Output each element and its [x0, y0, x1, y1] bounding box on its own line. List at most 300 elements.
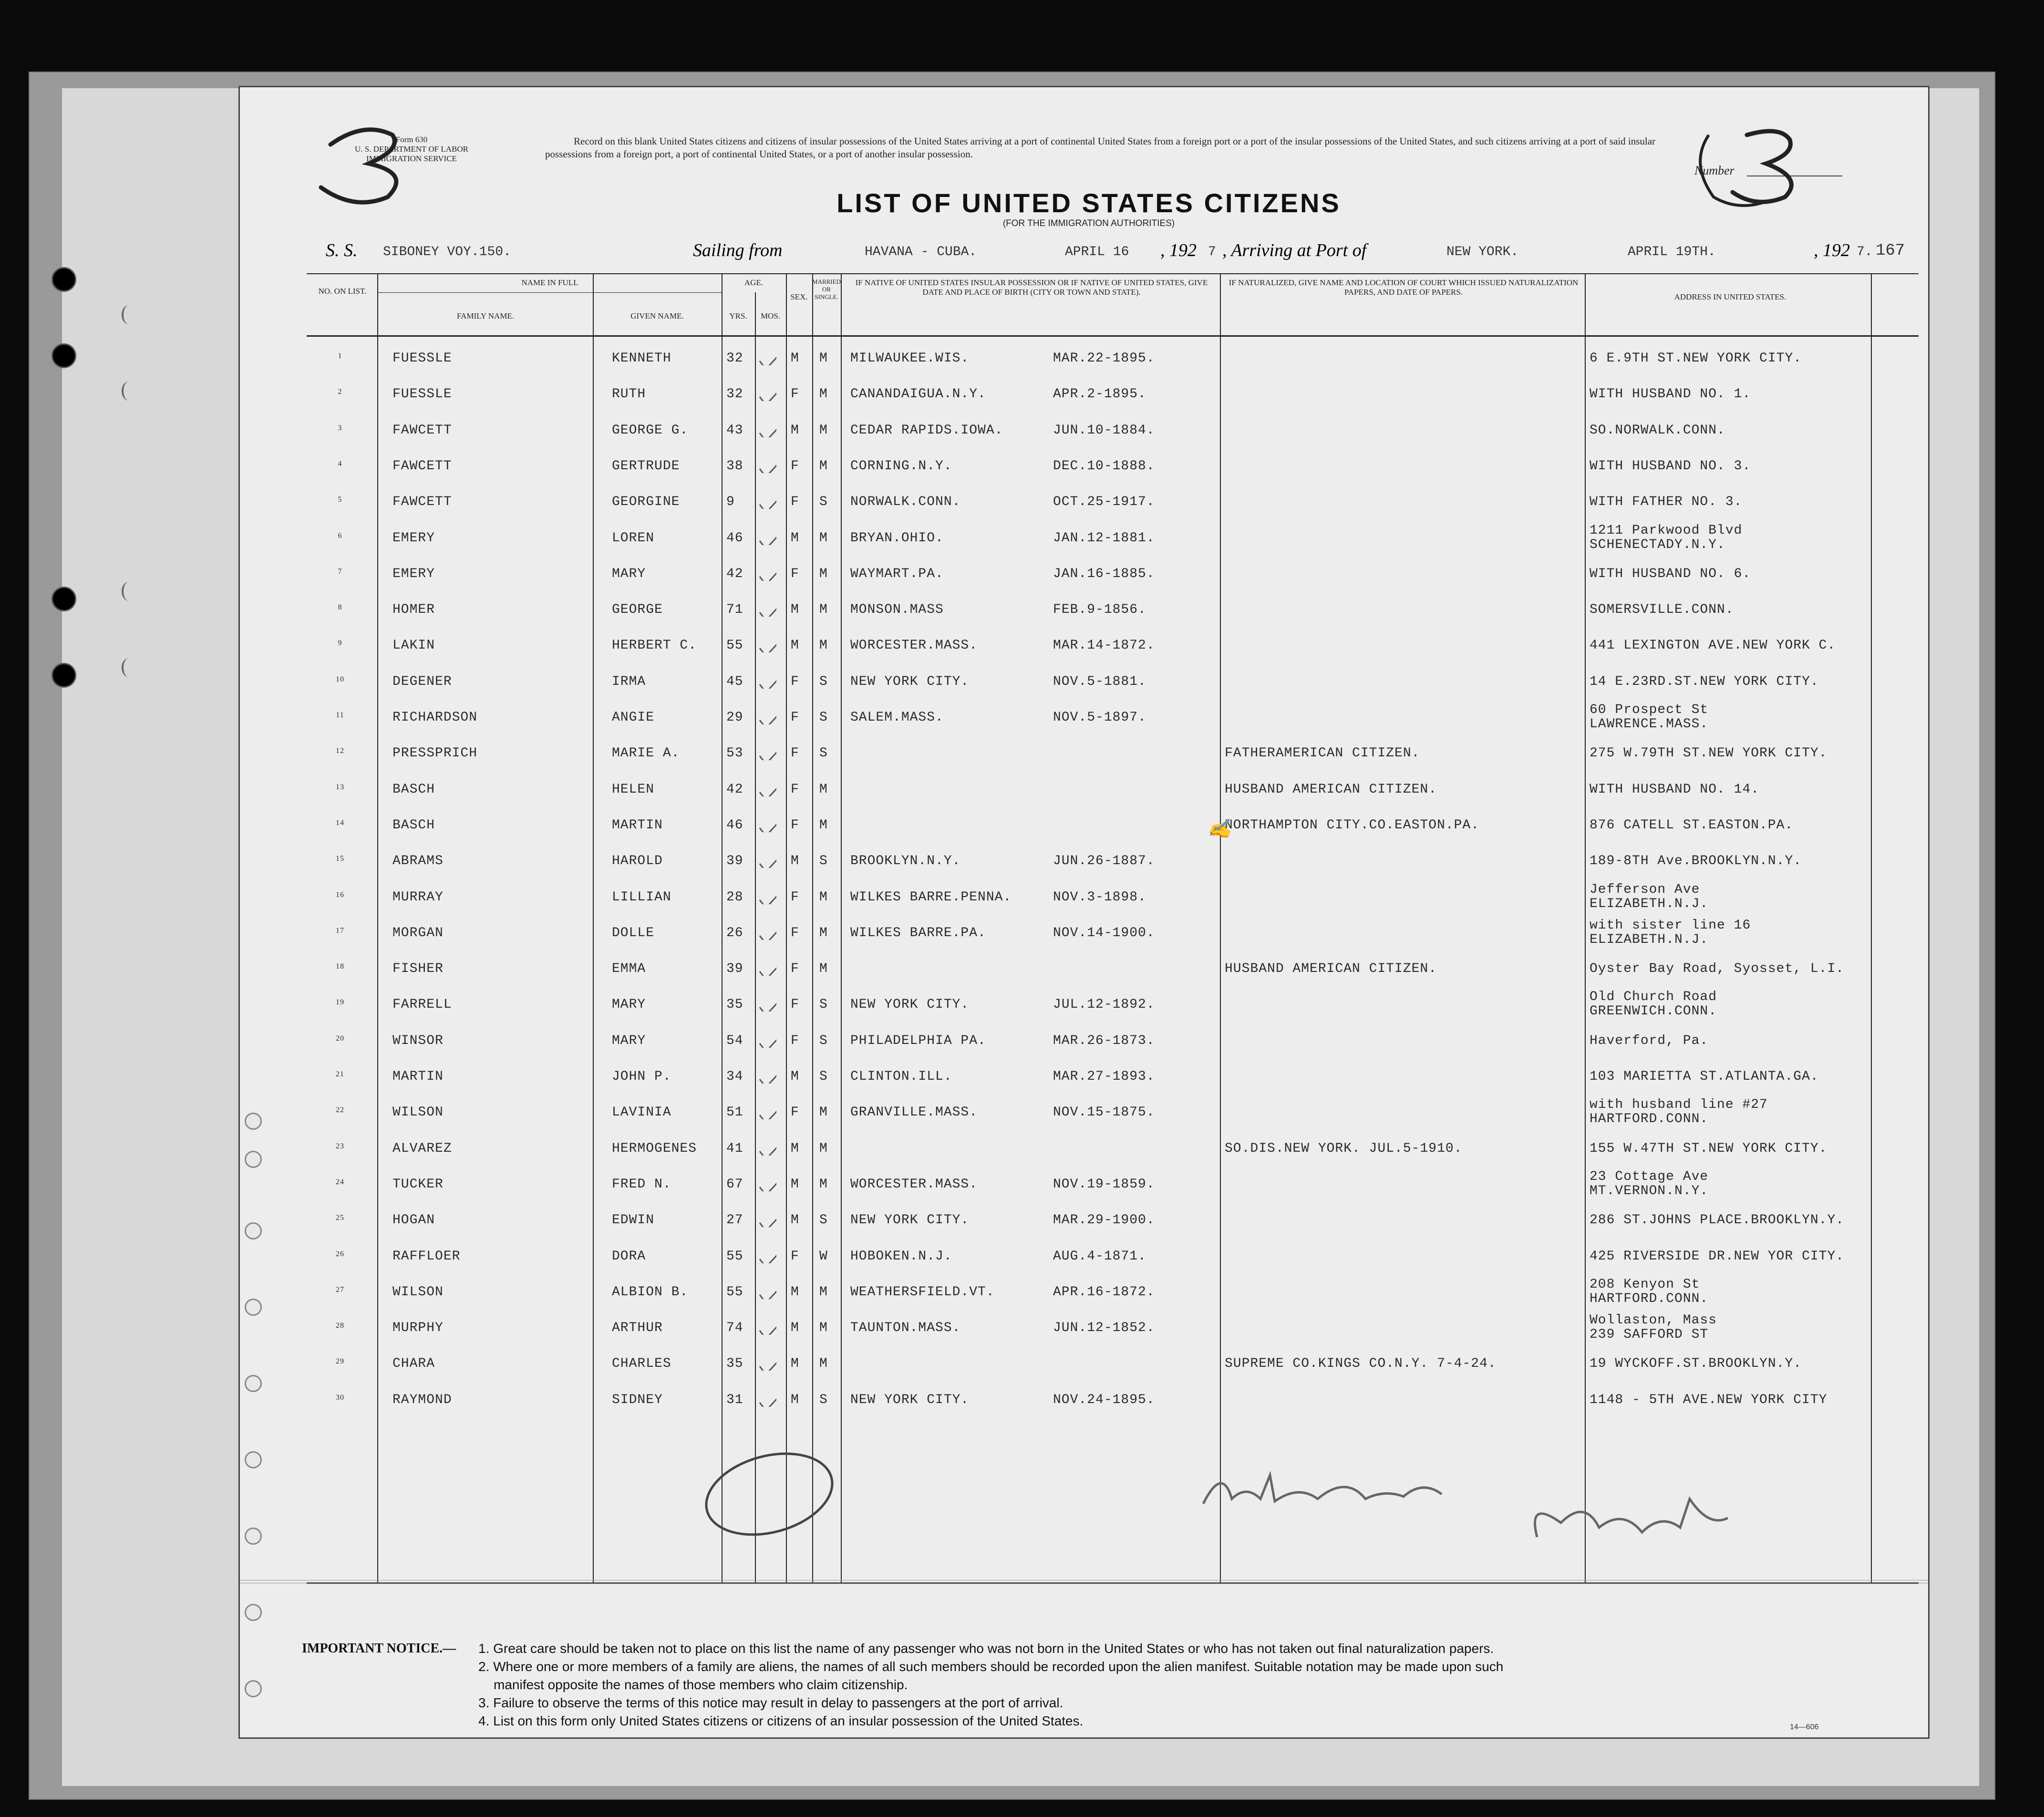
check-mark-icon	[757, 636, 776, 652]
family-name: MARTIN	[392, 1069, 444, 1084]
handwritten-annotation: ✍	[1207, 816, 1233, 841]
given-name: GEORGE G.	[612, 423, 689, 438]
age-years: 42	[726, 566, 743, 581]
given-name: GERTRUDE	[612, 458, 680, 474]
binder-ring-mark	[122, 658, 136, 677]
address-line-2: GREENWICH.CONN.	[1590, 1004, 1717, 1019]
birth-place: NEW YORK CITY.	[850, 1213, 970, 1228]
given-name: DORA	[612, 1249, 646, 1264]
check-mark-icon	[757, 385, 776, 401]
marital-status: M	[819, 458, 828, 474]
row-number: 2	[338, 388, 342, 396]
marital-status: S	[819, 854, 828, 869]
sex: F	[791, 1249, 799, 1264]
address: 286 ST.JOHNS PLACE.BROOKLYN.Y.	[1590, 1213, 1845, 1228]
handwritten-circle	[698, 1446, 841, 1542]
given-name: ANGIE	[612, 710, 655, 725]
given-name: MARIE A.	[612, 746, 680, 761]
notice-item: 3. Failure to observe the terms of this notice may result in delay to passengers at the port of arrival.	[478, 1695, 1063, 1710]
punch-hole	[245, 1299, 262, 1316]
check-mark-icon	[757, 816, 776, 832]
check-mark-icon	[757, 1391, 776, 1407]
marital-status: S	[819, 495, 828, 510]
address: 155 W.47TH ST.NEW YORK CITY.	[1590, 1141, 1827, 1156]
address: SO.NORWALK.CONN.	[1590, 423, 1725, 438]
table-row	[307, 1277, 1919, 1317]
given-name: GEORGE	[612, 602, 663, 618]
row-number: 27	[336, 1285, 344, 1294]
check-mark-icon	[757, 457, 776, 473]
birth-place: NORWALK.CONN.	[850, 495, 961, 510]
birth-date: NOV.14-1900.	[1053, 925, 1155, 940]
marital-status: S	[819, 746, 828, 761]
birth-date: MAR.26-1873.	[1053, 1033, 1155, 1048]
birth-place: CLINTON.ILL.	[850, 1069, 952, 1084]
birth-date: MAR.29-1900.	[1053, 1213, 1155, 1228]
address: 6 E.9TH ST.NEW YORK CITY.	[1590, 351, 1802, 366]
age-years: 32	[726, 351, 743, 366]
row-number: 16	[336, 890, 344, 899]
age-years: 45	[726, 674, 743, 689]
check-mark-icon	[757, 1283, 776, 1299]
table-row	[307, 850, 1919, 886]
birth-date: JUN.10-1884.	[1053, 423, 1155, 438]
row-number: 25	[336, 1214, 344, 1222]
age-years: 38	[726, 458, 743, 474]
table-row	[307, 918, 1919, 958]
birth-place: NEW YORK CITY.	[850, 674, 970, 689]
department-name: U. S. DEPARTMENT OF LABOR	[355, 145, 468, 154]
table-row	[307, 383, 1919, 419]
row-number: 4	[338, 459, 342, 468]
family-name: EMERY	[392, 530, 435, 546]
sex: F	[791, 782, 799, 797]
given-name: JOHN P.	[612, 1069, 671, 1084]
family-name: RAYMOND	[392, 1392, 452, 1407]
row-number: 29	[336, 1357, 344, 1366]
row-number: 24	[336, 1177, 344, 1186]
sex: M	[791, 1284, 799, 1300]
sex: F	[791, 746, 799, 761]
row-number: 11	[336, 711, 344, 719]
arrival-year-digit: 7.	[1857, 245, 1873, 259]
sex: M	[791, 1356, 799, 1372]
given-name: MARY	[612, 997, 646, 1012]
check-mark-icon	[757, 1247, 776, 1263]
check-mark-icon	[757, 529, 776, 545]
age-years: 26	[726, 925, 743, 940]
marital-status: S	[819, 1033, 828, 1048]
handwritten-list-number-right	[1680, 116, 1823, 211]
check-mark-icon	[757, 708, 776, 724]
birth-place: CANANDAIGUA.N.Y.	[850, 387, 986, 402]
name-subheader-rule	[377, 292, 722, 293]
voyage-line	[326, 240, 1919, 268]
birth-place: WEATHERSFIELD.VT.	[850, 1284, 995, 1300]
age-years: 46	[726, 817, 743, 833]
birth-place: BROOKLYN.N.Y.	[850, 854, 961, 869]
row-number: 8	[338, 603, 342, 612]
table-row	[307, 1169, 1919, 1209]
check-mark-icon	[757, 780, 776, 796]
birth-date: MAR.14-1872.	[1053, 638, 1155, 653]
departure-port: HAVANA - CUBA.	[865, 245, 977, 259]
birth-place: WORCESTER.MASS.	[850, 638, 978, 653]
header-name-in-full: NAME IN FULL	[521, 278, 578, 287]
address-line-2: HARTFORD.CONN.	[1590, 1291, 1709, 1306]
family-name: DEGENER	[392, 674, 452, 689]
check-mark-icon	[757, 852, 776, 868]
table-header-rule	[307, 335, 1919, 337]
header-years: YRS.	[729, 311, 747, 320]
marital-status: M	[819, 423, 828, 438]
page-subtitle: (FOR THE IMMIGRATION AUTHORITIES)	[1002, 218, 1175, 228]
age-years: 27	[726, 1213, 743, 1228]
address: 1211 Parkwood Blvd	[1590, 523, 1743, 538]
family-name: FARRELL	[392, 997, 452, 1012]
punch-hole	[245, 1604, 262, 1621]
birth-date: APR.2-1895.	[1053, 387, 1146, 402]
address: Oyster Bay Road, Syosset, L.I.	[1590, 961, 1845, 977]
given-name: MARY	[612, 1033, 646, 1048]
binder-ring-mark	[122, 305, 136, 324]
header-married-single: MARRIED OR SINGLE.	[812, 278, 841, 300]
marital-status: M	[819, 961, 828, 977]
binder-hole	[52, 343, 76, 368]
header-family-name: FAMILY NAME.	[456, 311, 515, 320]
punch-hole	[245, 1222, 262, 1239]
check-mark-icon	[757, 1032, 776, 1048]
family-name: ALVAREZ	[392, 1141, 452, 1156]
birth-date: FEB.9-1856.	[1053, 602, 1146, 618]
given-name: LILLIAN	[612, 889, 671, 905]
table-row	[307, 882, 1919, 922]
table-row	[307, 814, 1919, 850]
birth-place: GRANVILLE.MASS.	[850, 1105, 978, 1120]
family-name: HOGAN	[392, 1213, 435, 1228]
birth-date: NOV.3-1898.	[1053, 889, 1146, 905]
address: 208 Kenyon St	[1590, 1277, 1700, 1292]
age-years: 35	[726, 997, 743, 1012]
family-name: RAFFLOER	[392, 1249, 461, 1264]
given-name: ARTHUR	[612, 1321, 663, 1336]
marital-status: M	[819, 1356, 828, 1372]
sex: F	[791, 1105, 799, 1120]
sex: M	[791, 1177, 799, 1192]
table-row	[307, 990, 1919, 1029]
sex: M	[791, 1321, 799, 1336]
age-years: 53	[726, 746, 743, 761]
sex: M	[791, 351, 799, 366]
marital-status: M	[819, 602, 828, 618]
row-number: 10	[336, 675, 344, 683]
row-number: 19	[336, 998, 344, 1007]
given-name: GEORGINE	[612, 495, 680, 510]
birth-date: OCT.25-1917.	[1053, 495, 1155, 510]
marital-status: W	[819, 1249, 828, 1264]
marital-status: M	[819, 351, 828, 366]
age-years: 29	[726, 710, 743, 725]
check-mark-icon	[757, 1175, 776, 1191]
age-years: 28	[726, 889, 743, 905]
birth-place: BRYAN.OHIO.	[850, 530, 944, 546]
check-mark-icon	[757, 349, 776, 365]
row-number: 28	[336, 1321, 344, 1330]
row-number: 12	[336, 747, 344, 755]
address: 425 RIVERSIDE DR.NEW YOR CITY.	[1590, 1249, 1845, 1264]
service-name: IMMIGRATION SERVICE	[366, 154, 457, 163]
family-name: FISHER	[392, 961, 444, 977]
sex: M	[791, 1141, 799, 1156]
birth-date: MAR.22-1895.	[1053, 351, 1155, 366]
manifest-page	[238, 86, 1930, 1739]
marital-status: M	[819, 638, 828, 653]
departure-year-digit: 7	[1208, 245, 1216, 259]
address: WITH HUSBAND NO. 14.	[1590, 782, 1760, 797]
form-code: 14—606	[1790, 1723, 1819, 1731]
table-row	[307, 419, 1919, 455]
family-name: CHARA	[392, 1356, 435, 1372]
sex: F	[791, 889, 799, 905]
check-mark-icon	[757, 744, 776, 760]
given-name: IRMA	[612, 674, 646, 689]
table-row	[307, 1389, 1919, 1425]
sex: F	[791, 674, 799, 689]
birth-place: SALEM.MASS.	[850, 710, 944, 725]
age-years: 67	[726, 1177, 743, 1192]
check-mark-icon	[757, 493, 776, 509]
family-name: HOMER	[392, 602, 435, 618]
row-number: 23	[336, 1142, 344, 1150]
address-line-2: ELIZABETH.N.J.	[1590, 896, 1709, 911]
age-years: 31	[726, 1392, 743, 1407]
marital-status: M	[819, 566, 828, 581]
punch-hole	[245, 1528, 262, 1545]
table-row	[307, 1245, 1919, 1281]
birth-date: NOV.5-1897.	[1053, 710, 1146, 725]
address: Haverford, Pa.	[1590, 1033, 1709, 1048]
given-name: HAROLD	[612, 854, 663, 869]
table-row	[307, 1065, 1919, 1101]
table-row	[307, 563, 1919, 599]
address: WITH HUSBAND NO. 6.	[1590, 566, 1751, 581]
age-years: 41	[726, 1141, 743, 1156]
sex: F	[791, 458, 799, 474]
naturalization-info: FATHERAMERICAN CITIZEN.	[1225, 746, 1420, 761]
family-name: BASCH	[392, 817, 435, 833]
instruction-text: Record on this blank United States citizens and citizens of insular possessions of the United States arriving at a port of continental United States from a foreign port or a port of the insular possessions of the United States, and such citizens arriving at a port of said insular possessions from a foreign port, a port of continental United States, or a port of another insular possession.	[545, 135, 1656, 160]
given-name: CHARLES	[612, 1356, 671, 1372]
given-name: DOLLE	[612, 925, 655, 940]
address: SOMERSVILLE.CONN.	[1590, 602, 1734, 618]
sex: M	[791, 1392, 799, 1407]
birth-date: NOV.15-1875.	[1053, 1105, 1155, 1120]
birth-date: MAR.27-1893.	[1053, 1069, 1155, 1084]
family-name: MORGAN	[392, 925, 444, 940]
table-row	[307, 634, 1919, 670]
check-mark-icon	[757, 600, 776, 617]
handwritten-inspector-note	[1518, 1470, 1756, 1566]
marital-status: M	[819, 1177, 828, 1192]
row-number: 9	[338, 639, 342, 648]
given-name: RUTH	[612, 387, 646, 402]
sex: F	[791, 1033, 799, 1048]
birth-place: CORNING.N.Y.	[850, 458, 952, 474]
age-years: 39	[726, 854, 743, 869]
address-line-2: LAWRENCE.MASS.	[1590, 717, 1709, 732]
handwritten-list-number-left	[311, 116, 435, 211]
age-years: 51	[726, 1105, 743, 1120]
form-number: Form 630	[395, 135, 428, 144]
birth-place: WAYMART.PA.	[850, 566, 944, 581]
punch-hole	[245, 1113, 262, 1130]
notice-item: manifest opposite the names of those members who claim citizenship.	[494, 1677, 908, 1692]
notice-item: 4. List on this form only United States citizens or citizens of an insular possession of the United States.	[478, 1714, 1084, 1728]
check-mark-icon	[757, 924, 776, 940]
binder-ring-mark	[122, 582, 136, 601]
row-number: 1	[338, 352, 342, 360]
row-number: 22	[336, 1106, 344, 1115]
table-row	[307, 702, 1919, 742]
row-number: 15	[336, 855, 344, 863]
family-name: RICHARDSON	[392, 710, 478, 725]
sex: M	[791, 1213, 799, 1228]
sex: F	[791, 997, 799, 1012]
punch-hole	[245, 1151, 262, 1168]
address: WITH FATHER NO. 3.	[1590, 495, 1743, 510]
age-years: 35	[726, 1356, 743, 1372]
address: WITH HUSBAND NO. 3.	[1590, 458, 1751, 474]
naturalization-info: SO.DIS.NEW YORK. JUL.5-1910.	[1225, 1141, 1463, 1156]
address: 441 LEXINGTON AVE.NEW YORK C.	[1590, 638, 1836, 653]
sex: F	[791, 710, 799, 725]
table-row	[307, 1030, 1919, 1065]
row-number: 3	[338, 423, 342, 432]
sex: M	[791, 530, 799, 546]
notice-item: 1. Great care should be taken not to place on this list the name of any passenger who was not born in the United States or who has not taken out final naturalization papers.	[478, 1641, 1494, 1656]
marital-status: S	[819, 1392, 828, 1407]
arriving-label: , Arriving at Port of	[1222, 240, 1367, 260]
birth-place: WORCESTER.MASS.	[850, 1177, 978, 1192]
address-line-2: MT.VERNON.N.Y.	[1590, 1183, 1709, 1198]
table-top-rule	[307, 273, 1919, 274]
age-years: 54	[726, 1033, 743, 1048]
address: 1148 - 5TH AVE.NEW YORK CITY	[1590, 1392, 1827, 1407]
punch-hole	[245, 1375, 262, 1392]
address: 14 E.23RD.ST.NEW YORK CITY.	[1590, 674, 1819, 689]
family-name: FAWCETT	[392, 423, 452, 438]
age-years: 55	[726, 638, 743, 653]
check-mark-icon	[757, 1354, 776, 1371]
table-row	[307, 958, 1919, 993]
binder-ring-mark	[122, 382, 136, 401]
birth-date: JUL.12-1892.	[1053, 997, 1155, 1012]
marital-status: S	[819, 710, 828, 725]
citizens-table	[307, 273, 1919, 1570]
header-birth-place: IF NATIVE OF UNITED STATES INSULAR POSSESSION OR IF NATIVE OF UNITED STATES, GIVE DATE AND PLACE OF BIRTH (CITY OR TOWN AND STATE).	[855, 278, 1208, 297]
departure-year-prefix: , 192	[1160, 240, 1197, 260]
address-line-2: ELIZABETH.N.J.	[1590, 932, 1709, 947]
marital-status: M	[819, 925, 828, 940]
marital-status: M	[819, 889, 828, 905]
table-row	[307, 742, 1919, 778]
birth-date: APR.16-1872.	[1053, 1284, 1155, 1300]
age-years: 46	[726, 530, 743, 546]
sex: F	[791, 495, 799, 510]
given-name: HERMOGENES	[612, 1141, 697, 1156]
punch-hole	[245, 1451, 262, 1468]
sex: M	[791, 854, 799, 869]
check-mark-icon	[757, 421, 776, 437]
birth-date: JUN.12-1852.	[1053, 1321, 1155, 1336]
header-number: NO. ON LIST.	[318, 287, 367, 296]
address: Old Church Road	[1590, 990, 1717, 1005]
check-mark-icon	[757, 1139, 776, 1156]
given-name: ALBION B.	[612, 1284, 689, 1300]
check-mark-icon	[757, 888, 776, 904]
given-name: EMMA	[612, 961, 646, 977]
given-name: SIDNEY	[612, 1392, 663, 1407]
age-years: 74	[726, 1321, 743, 1336]
age-years: 43	[726, 423, 743, 438]
check-mark-icon	[757, 960, 776, 976]
notice-item: 2. Where one or more members of a family are aliens, the names of all such members should be recorded upon the alien manifest. Suitable notation may be made upon such	[478, 1659, 1504, 1674]
departure-date: APRIL 16	[1065, 245, 1129, 259]
family-name: MURRAY	[392, 889, 444, 905]
address: 189-8TH Ave.BROOKLYN.N.Y.	[1590, 854, 1802, 869]
age-years: 39	[726, 961, 743, 977]
address: Jefferson Ave	[1590, 882, 1700, 897]
binder-hole	[52, 267, 76, 292]
address: 19 WYCKOFF.ST.BROOKLYN.Y.	[1590, 1356, 1802, 1372]
given-name: EDWIN	[612, 1213, 655, 1228]
naturalization-info: HUSBAND AMERICAN CITIZEN.	[1225, 782, 1437, 797]
birth-place: TAUNTON.MASS.	[850, 1321, 961, 1336]
address: Wollaston, Mass	[1590, 1313, 1717, 1328]
table-row	[307, 778, 1919, 814]
family-name: LAKIN	[392, 638, 435, 653]
table-row	[307, 1097, 1919, 1137]
birth-date: NOV.5-1881.	[1053, 674, 1146, 689]
marital-status: M	[819, 1321, 828, 1336]
birth-place: HOBOKEN.N.J.	[850, 1249, 952, 1264]
header-age: AGE.	[744, 278, 764, 287]
check-mark-icon	[757, 672, 776, 689]
family-name: PRESSPRICH	[392, 746, 478, 761]
sex: M	[791, 423, 799, 438]
birth-date: JUN.26-1887.	[1053, 854, 1155, 869]
family-name: FUESSLE	[392, 387, 452, 402]
row-number: 13	[336, 783, 344, 791]
sex: M	[791, 602, 799, 618]
marital-status: S	[819, 1213, 828, 1228]
binder-hole	[52, 663, 76, 688]
address-line-2: 239 SAFFORD ST	[1590, 1327, 1709, 1342]
inspector-signature	[1194, 1456, 1461, 1523]
marital-status: M	[819, 1284, 828, 1300]
birth-date: NOV.24-1895.	[1053, 1392, 1155, 1407]
marital-status: M	[819, 1141, 828, 1156]
age-years: 55	[726, 1284, 743, 1300]
marital-status: S	[819, 674, 828, 689]
check-mark-icon	[757, 1211, 776, 1227]
given-name: HELEN	[612, 782, 655, 797]
age-years: 32	[726, 387, 743, 402]
row-number: 18	[336, 962, 344, 971]
given-name: MARY	[612, 566, 646, 581]
page-number: 167	[1876, 242, 1905, 260]
table-row	[307, 491, 1919, 527]
